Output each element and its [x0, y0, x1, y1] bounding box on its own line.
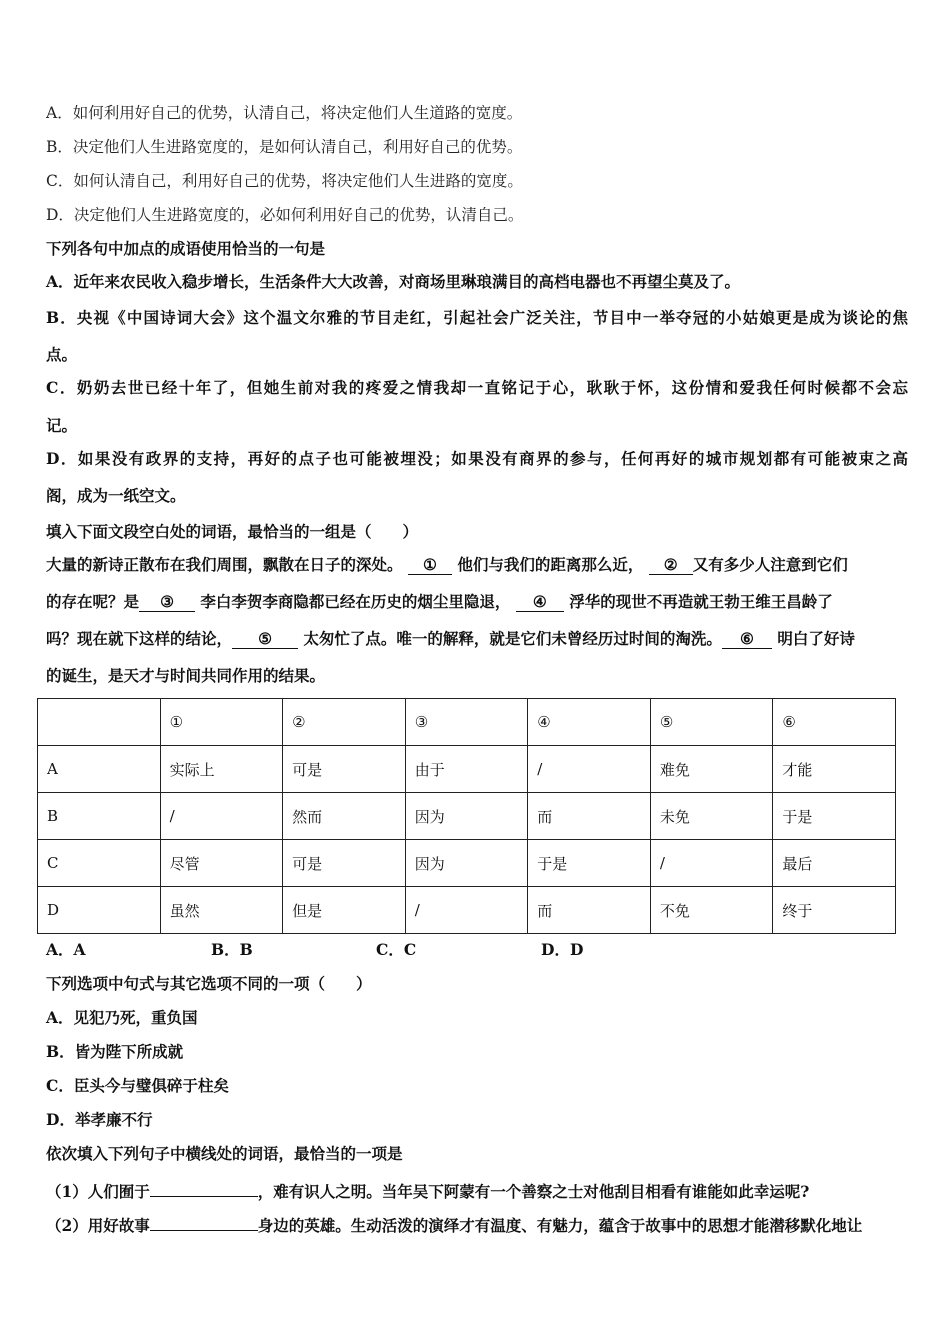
table-cell: 才能: [773, 746, 896, 793]
table-cell: 而: [528, 887, 651, 934]
syntax-option-b: B．皆为陛下所成就: [46, 1042, 184, 1061]
words-sentence-2: [46, 1212, 862, 1236]
passage-line-2: [46, 592, 833, 612]
words-question-stem: 依次填入下列句子中横线处的词语，最恰当的一项是: [46, 1144, 403, 1163]
table-header-cell: ⑥: [773, 699, 896, 746]
passage-text: 浮华的现世不再造就王勃王维王昌龄了: [569, 592, 833, 611]
table-cell: 未免: [650, 793, 773, 840]
table-header-cell: ④: [528, 699, 651, 746]
blank-line: [150, 1178, 258, 1197]
table-cell: 难免: [650, 746, 773, 793]
table-row: [38, 746, 896, 793]
answer-option-d: D．D: [541, 940, 584, 959]
syntax-option-a: A．见犯乃死，重负国: [46, 1008, 198, 1027]
option-d: D．决定他们人生进路宽度的，必如何利用好自己的优势，认清自己。: [46, 206, 524, 224]
passage-text: 吗？现在就下这样的结论，: [46, 629, 233, 648]
passage-text: 明白了好诗: [777, 629, 855, 648]
table-cell: 不免: [650, 887, 773, 934]
passage-text: 太匆忙了点。唯一的解释，就是它们未曾经历过时间的淘洗。: [303, 629, 722, 648]
table-cell: 然而: [283, 793, 406, 840]
blank-5: ⑤: [232, 630, 298, 649]
passage-line-1: [46, 555, 848, 575]
answer-option-a: A．A: [46, 940, 86, 959]
table-header-cell: ②: [283, 699, 406, 746]
table-cell: B: [38, 793, 161, 840]
passage-text: 李白李贺李商隐都已经在历史的烟尘里隐退，: [200, 592, 511, 611]
answer-options: [46, 940, 583, 960]
table-header-cell: [38, 699, 161, 746]
table-cell: 实际上: [160, 746, 283, 793]
blank-line: [150, 1212, 258, 1231]
table-cell: 于是: [773, 793, 896, 840]
table-cell: 因为: [405, 840, 528, 887]
passage-text: 大量的新诗正散布在我们周围，飘散在日子的深处。: [46, 555, 403, 574]
idiom-option-a: A．近年来农民收入稳步增长，生活条件大大改善，对商场里琳琅满目的高档电器也不再望尘莫及了。: [46, 272, 741, 291]
passage-text: 又有多少人注意到它们: [692, 555, 848, 574]
option-a: A．如何利用好自己的优势，认清自己，将决定他们人生道路的宽度。: [46, 104, 523, 122]
passage-text: 的存在呢？是: [46, 592, 140, 611]
idiom-option-d: D．如果没有政界的支持，再好的点子也可能被埋没；如果没有商界的参与，任何再好的城市规划都有可能被束之高: [46, 449, 908, 468]
blank-6: ⑥: [722, 630, 772, 649]
blank-4: ④: [516, 593, 564, 612]
idiom-option-b: B．央视《中国诗词大会》这个温文尔雅的节目走红，引起社会广泛关注，节目中一举夺冠的小姑娘更是成为谈论的焦: [46, 308, 908, 327]
table-cell: /: [650, 840, 773, 887]
table-cell: /: [405, 887, 528, 934]
sentence-text: （2）用好故事: [46, 1216, 150, 1235]
table-cell: /: [528, 746, 651, 793]
table-header-row: [38, 699, 896, 746]
option-b: B．决定他们人生进路宽度的，是如何认清自己，利用好自己的优势。: [46, 138, 523, 156]
syntax-option-d: D．举孝廉不行: [46, 1110, 153, 1129]
table-cell: 因为: [405, 793, 528, 840]
answer-option-b: B．B: [211, 940, 253, 959]
answer-table: [37, 698, 896, 934]
table-cell: D: [38, 887, 161, 934]
table-header-cell: ③: [405, 699, 528, 746]
idiom-question-stem: 下列各句中加点的成语使用恰当的一句是: [46, 239, 326, 258]
passage-line-4: 的诞生，是天才与时间共同作用的结果。: [46, 666, 326, 685]
table-cell: 尽管: [160, 840, 283, 887]
words-sentence-1: [46, 1178, 809, 1202]
blank-3: ③: [139, 593, 195, 612]
sentence-text: 身边的英雄。生动活泼的演绎才有温度、有魅力，蕴含于故事中的思想才能潜移默化地让: [257, 1216, 863, 1235]
syntax-option-c: C．臣头今与璧俱碎于柱矣: [46, 1076, 229, 1095]
idiom-option-b-cont: 点。: [46, 345, 78, 364]
table-cell: 于是: [528, 840, 651, 887]
sentence-text: ，难有识人之明。当年吴下阿蒙有一个善察之士对他刮目相看有谁能如此幸运呢?: [257, 1182, 810, 1201]
table-row: [38, 793, 896, 840]
idiom-option-d-cont: 阁，成为一纸空文。: [46, 486, 186, 505]
syntax-question-stem: 下列选项中句式与其它选项不同的一项（ ）: [46, 974, 372, 993]
table-row: [38, 887, 896, 934]
option-c: C．如何认清自己，利用好自己的优势，将决定他们人生进路的宽度。: [46, 172, 523, 190]
fill-question-stem: 填入下面文段空白处的词语，最恰当的一组是（ ）: [46, 522, 419, 541]
table-row: [38, 840, 896, 887]
idiom-option-c: C．奶奶去世已经十年了，但她生前对我的疼爱之情我却一直铭记于心，耿耿于怀，这份情和爱我任何时候都不会忘: [46, 378, 908, 397]
table-cell: 终于: [773, 887, 896, 934]
passage-text: 他们与我们的距离那么近，: [457, 555, 644, 574]
blank-2: ②: [649, 556, 693, 575]
idiom-option-c-cont: 记。: [46, 416, 78, 435]
sentence-text: （1）人们囿于: [46, 1182, 150, 1201]
answer-option-c: C．C: [376, 940, 417, 959]
table-header-cell: ⑤: [650, 699, 773, 746]
table-cell: 虽然: [160, 887, 283, 934]
blank-1: ①: [408, 556, 452, 575]
table-cell: 最后: [773, 840, 896, 887]
table-cell: 但是: [283, 887, 406, 934]
table-header-cell: ①: [160, 699, 283, 746]
table-cell: C: [38, 840, 161, 887]
table-cell: 可是: [283, 840, 406, 887]
table-cell: 而: [528, 793, 651, 840]
table-cell: /: [160, 793, 283, 840]
table-cell: A: [38, 746, 161, 793]
table-cell: 可是: [283, 746, 406, 793]
table-cell: 由于: [405, 746, 528, 793]
passage-line-3: [46, 629, 855, 649]
